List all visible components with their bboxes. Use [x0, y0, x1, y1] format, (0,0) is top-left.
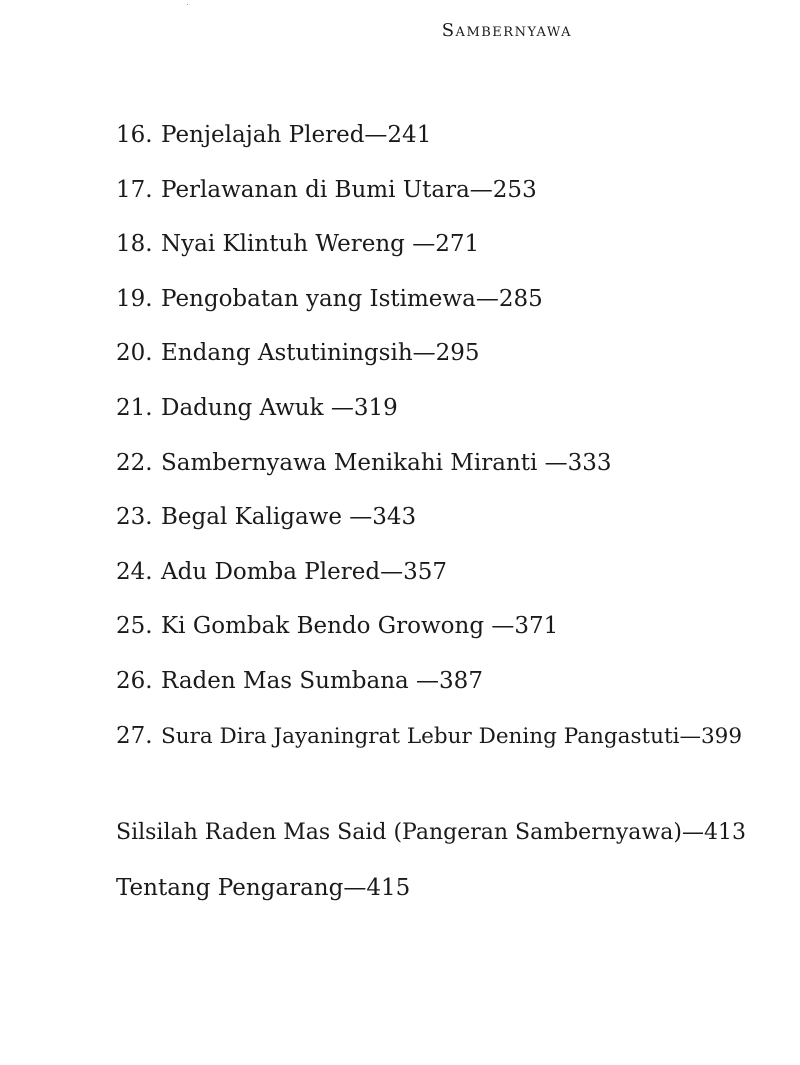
page-separator: — [364, 122, 388, 148]
chapter-number: 22. [116, 449, 153, 476]
chapter-title: Sura Dira Jayaningrat Lebur Dening Pangastuti [161, 723, 680, 749]
page-number: 295 [435, 340, 480, 367]
page-number: 413 [703, 820, 746, 845]
chapter-number: 16. [116, 122, 153, 148]
page-number: 285 [498, 285, 543, 312]
appendix-entry [116, 865, 776, 920]
chapter-number: 27. [116, 722, 153, 749]
chapter-title: Pengobatan yang Istimewa [161, 285, 476, 312]
page-number: 253 [492, 176, 537, 203]
chapter-number: 18. [116, 231, 153, 258]
page-separator: — [380, 558, 404, 585]
page-number: 319 [353, 394, 398, 421]
chapter-title: Perlawanan di Bumi Utara [161, 176, 470, 203]
toc-entry [116, 330, 776, 385]
page-number: 357 [403, 558, 447, 585]
toc-entry [116, 385, 776, 440]
toc-entry [116, 713, 776, 768]
chapter-number: 24. [116, 558, 153, 585]
chapter-number: 21. [116, 394, 153, 421]
toc-entry [116, 658, 776, 713]
page-separator: — [544, 449, 568, 476]
toc-entry [116, 603, 776, 658]
toc-entry [116, 494, 776, 549]
appendix-title: Tentang Pengarang [116, 875, 344, 901]
running-header: Sambernyawa [441, 20, 572, 41]
page-separator: — [412, 340, 436, 367]
appendix-entry [116, 810, 776, 865]
page-separator: — [469, 176, 493, 203]
chapter-number: 26. [116, 667, 153, 694]
chapter-title: Raden Mas Sumbana [161, 667, 417, 694]
page-separator: — [679, 723, 701, 749]
page-number: 241 [387, 122, 432, 148]
appendix-title: Silsilah Raden Mas Said (Pangeran Sambernyawa) [116, 820, 682, 845]
toc-entry [116, 440, 776, 495]
toc-entry [116, 221, 776, 276]
chapter-title: Dadung Awuk [161, 394, 331, 421]
chapter-number: 23. [116, 504, 153, 531]
page-separator: — [681, 820, 704, 845]
chapter-title: Begal Kaligawe [161, 504, 350, 531]
page-separator: — [330, 394, 354, 421]
chapter-title: Ki Gombak Bendo Growong [161, 613, 492, 640]
page-number: 333 [567, 449, 612, 476]
toc-entry [116, 549, 776, 604]
table-of-contents [116, 112, 776, 767]
page-separator: — [416, 667, 440, 694]
chapter-number: 25. [116, 613, 153, 640]
chapter-number: 19. [116, 285, 153, 312]
toc-entry [116, 112, 776, 167]
chapter-title: Adu Domba Plered [161, 558, 381, 585]
chapter-title: Sambernyawa Menikahi Miranti [161, 449, 545, 476]
appendix-list [116, 810, 776, 920]
page-separator: — [343, 875, 367, 901]
page-separator: — [412, 231, 436, 258]
scan-speck [187, 4, 188, 5]
page-number: 415 [366, 875, 411, 901]
page-number: 399 [701, 723, 743, 749]
page-number: 271 [435, 231, 480, 258]
page-separator: — [475, 285, 499, 312]
page-number: 343 [372, 504, 417, 531]
toc-entry [116, 276, 776, 331]
chapter-number: 20. [116, 340, 153, 367]
chapter-title: Endang Astutiningsih [161, 340, 413, 367]
page-separator: — [349, 504, 373, 531]
chapter-title: Nyai Klintuh Wereng [161, 231, 413, 258]
page-number: 387 [439, 667, 483, 694]
page-separator: — [491, 613, 515, 640]
page-number: 371 [514, 613, 559, 640]
chapter-title: Penjelajah Plered [161, 122, 365, 148]
toc-entry [116, 167, 776, 222]
chapter-number: 17. [116, 176, 153, 203]
